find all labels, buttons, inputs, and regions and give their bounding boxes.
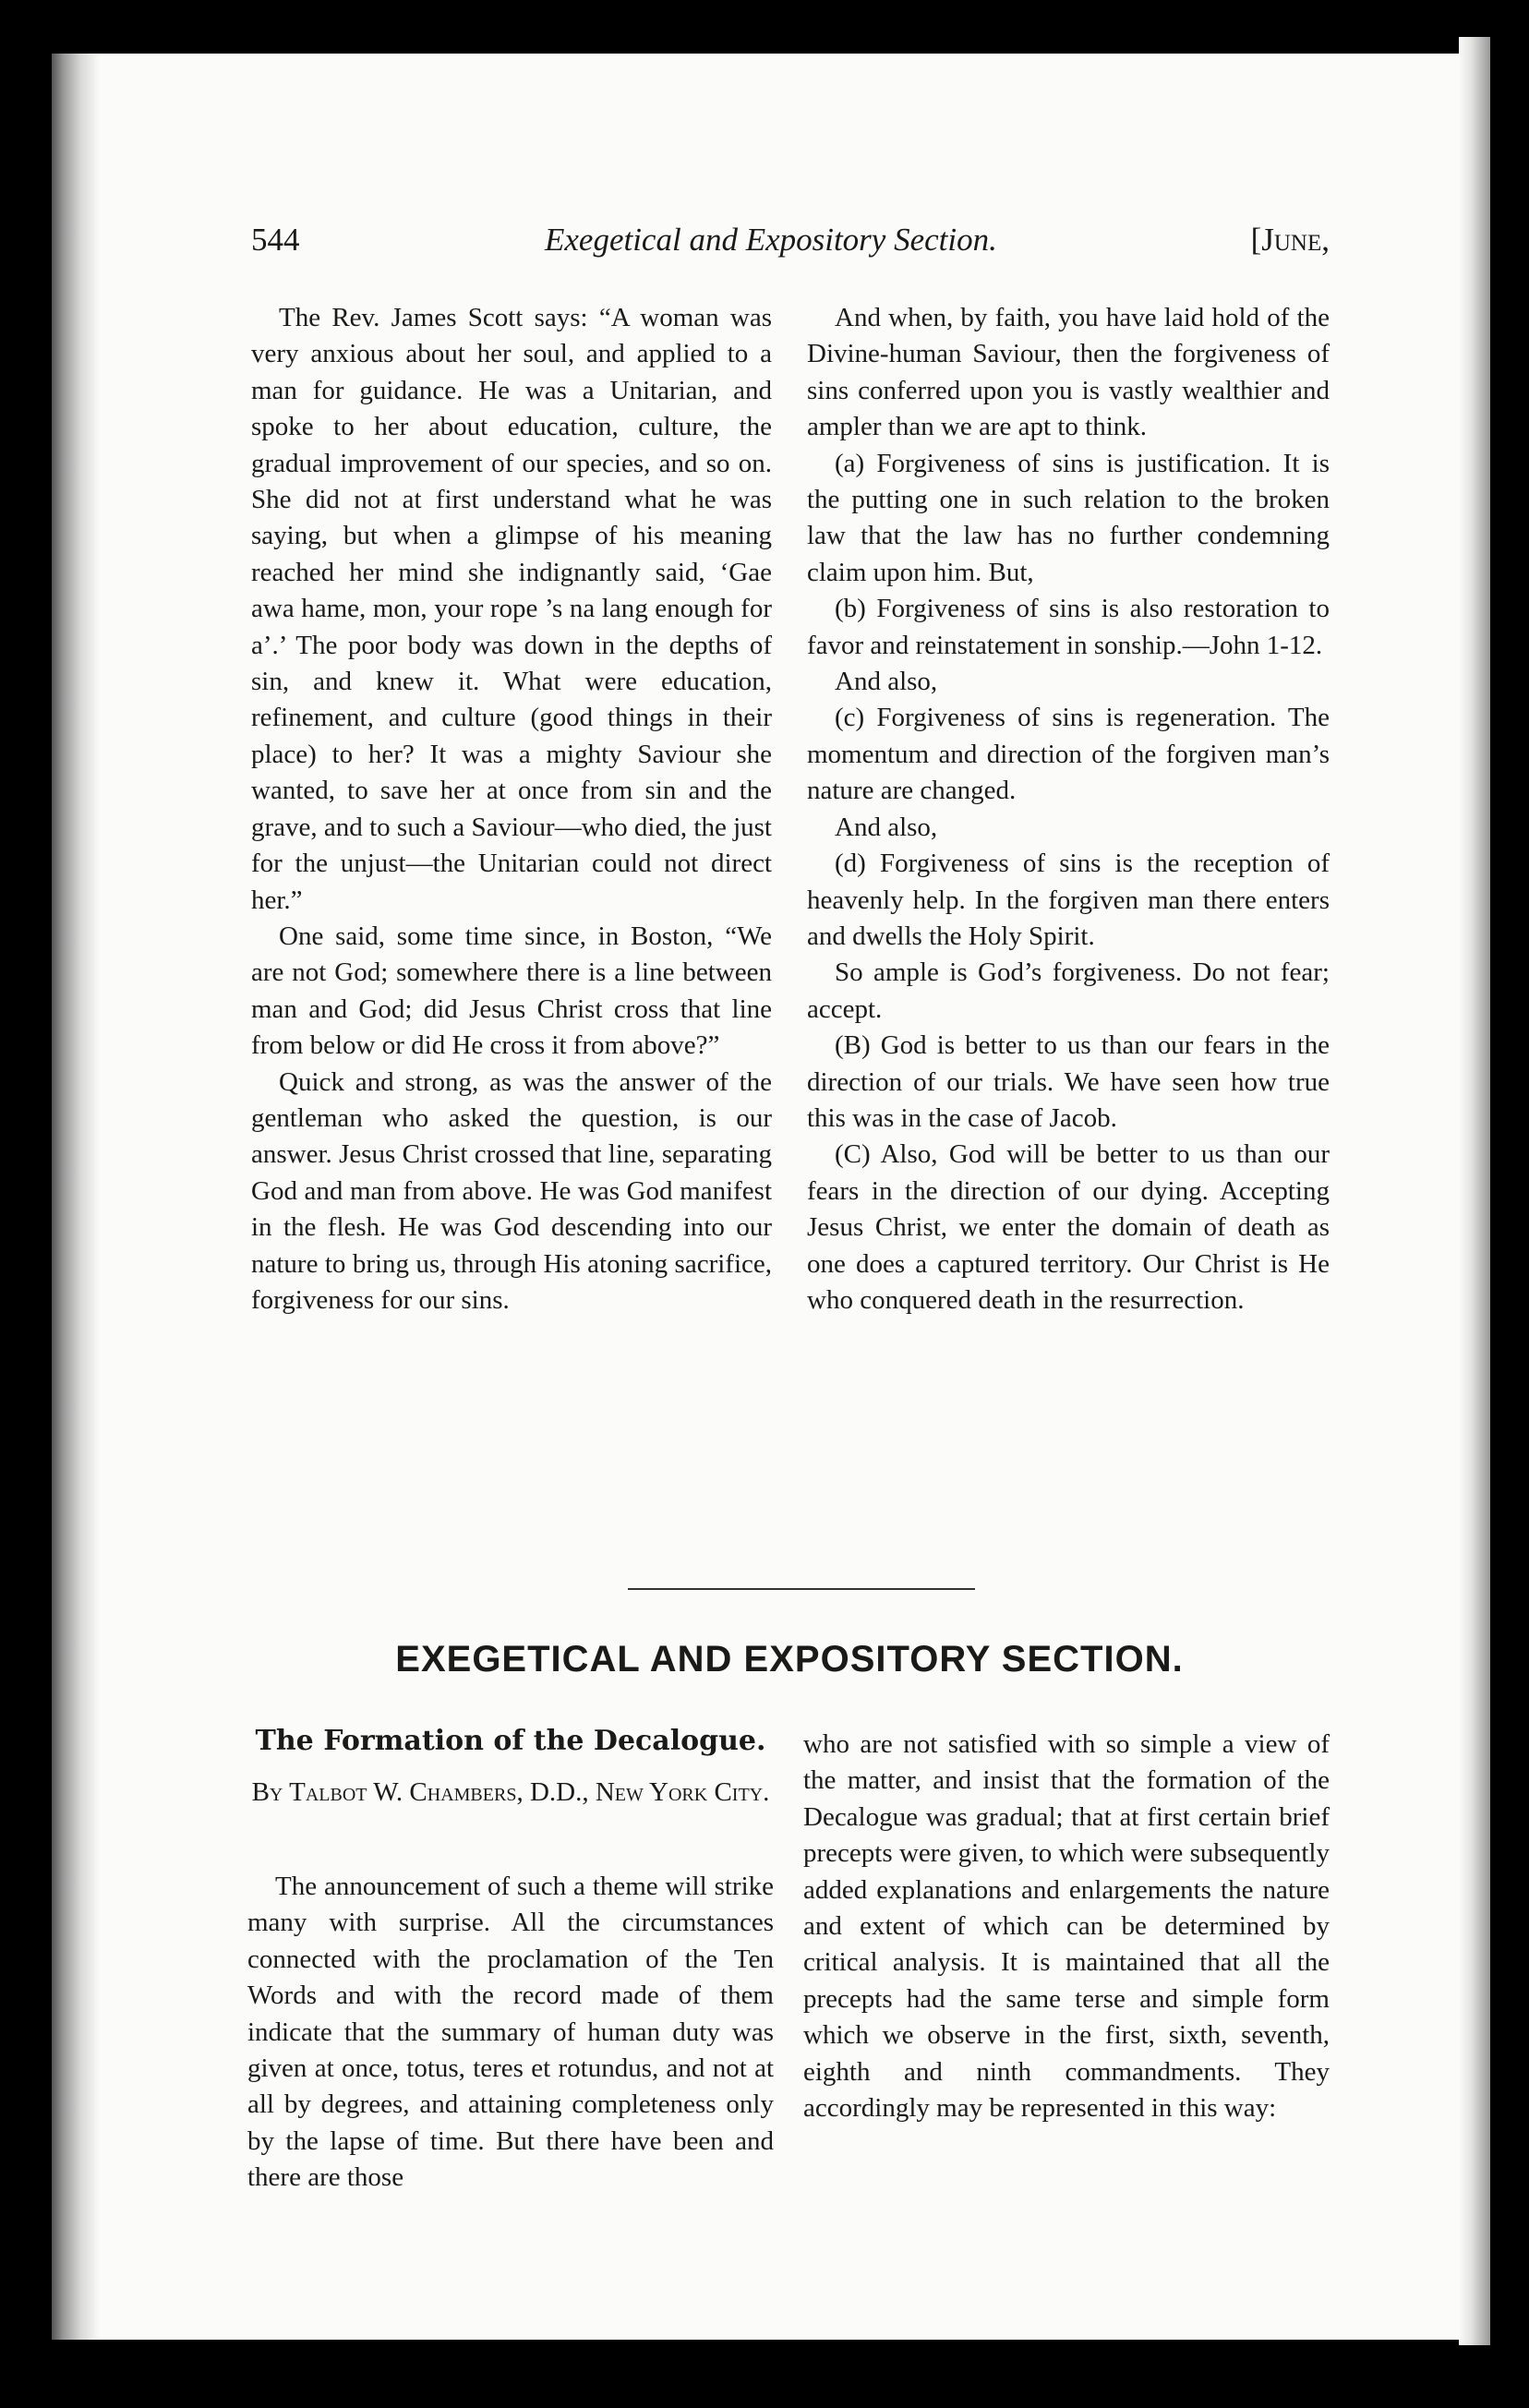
right-column [807,300,1330,1318]
paragraph: One said, some time since, in Boston, “We are not God; somewhere there is a line between man and God; did Jesus Christ cross that line from below or did He cross it from above?” [251,921,772,1061]
paragraph: And when, by faith, you have laid hold of the Divine-human Saviour, then the forgiveness of sins conferred upon you is vastly wealthier and ampler than we are apt to think. [807,303,1330,442]
paragraph: And also, [835,667,938,697]
paragraph: So ample is God’s forgiveness. Do not fear; accept. [807,957,1330,1024]
header-month: [June, [1250,222,1330,258]
left-column [251,300,772,1318]
section-heading: EXEGETICAL AND EXPOSITORY SECTION. [395,1639,1184,1680]
running-title: Exegetical and Expository Section. [545,222,997,258]
article-byline: By Talbot W. Chambers, D.D., New York City. [251,1777,770,1807]
article-left-column [247,1869,774,2197]
paragraph: (c) Forgiveness of sins is regeneration. The momentum and direction of the forgiven man’s nature are changed. [807,703,1330,806]
paragraph: The announcement of such a theme will strike many with surprise. All the circumstances connected with the proclamation of the Ten Words and with the record made of them indicate that the summary of human duty was given at once, totus, teres et rotundus, and not at all by degrees, and attaining completeness only by the lapse of time. But there have been and there are those [247,1872,774,2193]
article-right-column [803,1727,1330,2126]
article-title: The Formation of the Decalogue. [255,1725,766,1757]
page-number: 544 [251,222,300,258]
page-binding-edge [52,54,100,2340]
paragraph: And also, [835,812,938,842]
paragraph: (d) Forgiveness of sins is the reception of heavenly help. In the forgiven man there enters and dwells the Holy Spirit. [807,849,1330,951]
adjacent-page-edge [1459,37,1490,2345]
paragraph: The Rev. James Scott says: “A woman was very anxious about her soul, and applied to a man for guidance. He was a Unitarian, and spoke to her about education, culture, the gradual improvement of our species, and so on. She did not at first understand what he was saying, but when a glimpse of his meaning reached her mind she indignantly said, ‘Gae awa hame, mon, your rope ’s na lang enough for a’.’ The poor body was down in the depths of sin, and knew it. What were education, refinement, and culture (good things in their place) to her? It was a mighty Saviour she wanted, to save her at once from sin and the grave, and to such a Saviour—who died, the just for the unjust—the Unitarian could not direct her.” [251,303,772,915]
section-divider [628,1588,975,1590]
paragraph: Quick and strong, as was the answer of the gentleman who asked the question, is our answer. Jesus Christ crossed that line, separating God and man from above. He was God manifest in the flesh. He was God descending into our nature to bring us, through His atoning sacrifice, forgiveness for our sins. [251,1066,772,1315]
paragraph: (B) God is better to us than our fears in the direction of our trials. We have seen how true this was in the case of Jacob. [807,1030,1330,1133]
paragraph: (b) Forgiveness of sins is also restoration to favor and reinstatement in sonship.—John 1-12. [807,594,1330,660]
paragraph: (a) Forgiveness of sins is justification. It is the putting one in such relation to the broken law that the law has no further condemning claim upon him. But, [807,448,1330,587]
paragraph: (C) Also, God will be better to us than our fears in the direction of our dying. Accepting Jesus Christ, we enter the domain of death as one does a captured territory. Our Christ is He who conquered death in the resurrection. [807,1139,1330,1315]
paragraph: who are not satisfied with so simple a view of the matter, and insist that the formation of the Decalogue was gradual; that at first certain brief precepts were given, to which were subsequently added explanations and enlargements the nature and extent of which can be determined by critical analysis. It is maintained that all the precepts had the same terse and simple form which we observe in the first, sixth, seventh, eighth and ninth commandments. They accordingly may be represented in this way: [803,1729,1330,2124]
running-header [251,222,1330,268]
